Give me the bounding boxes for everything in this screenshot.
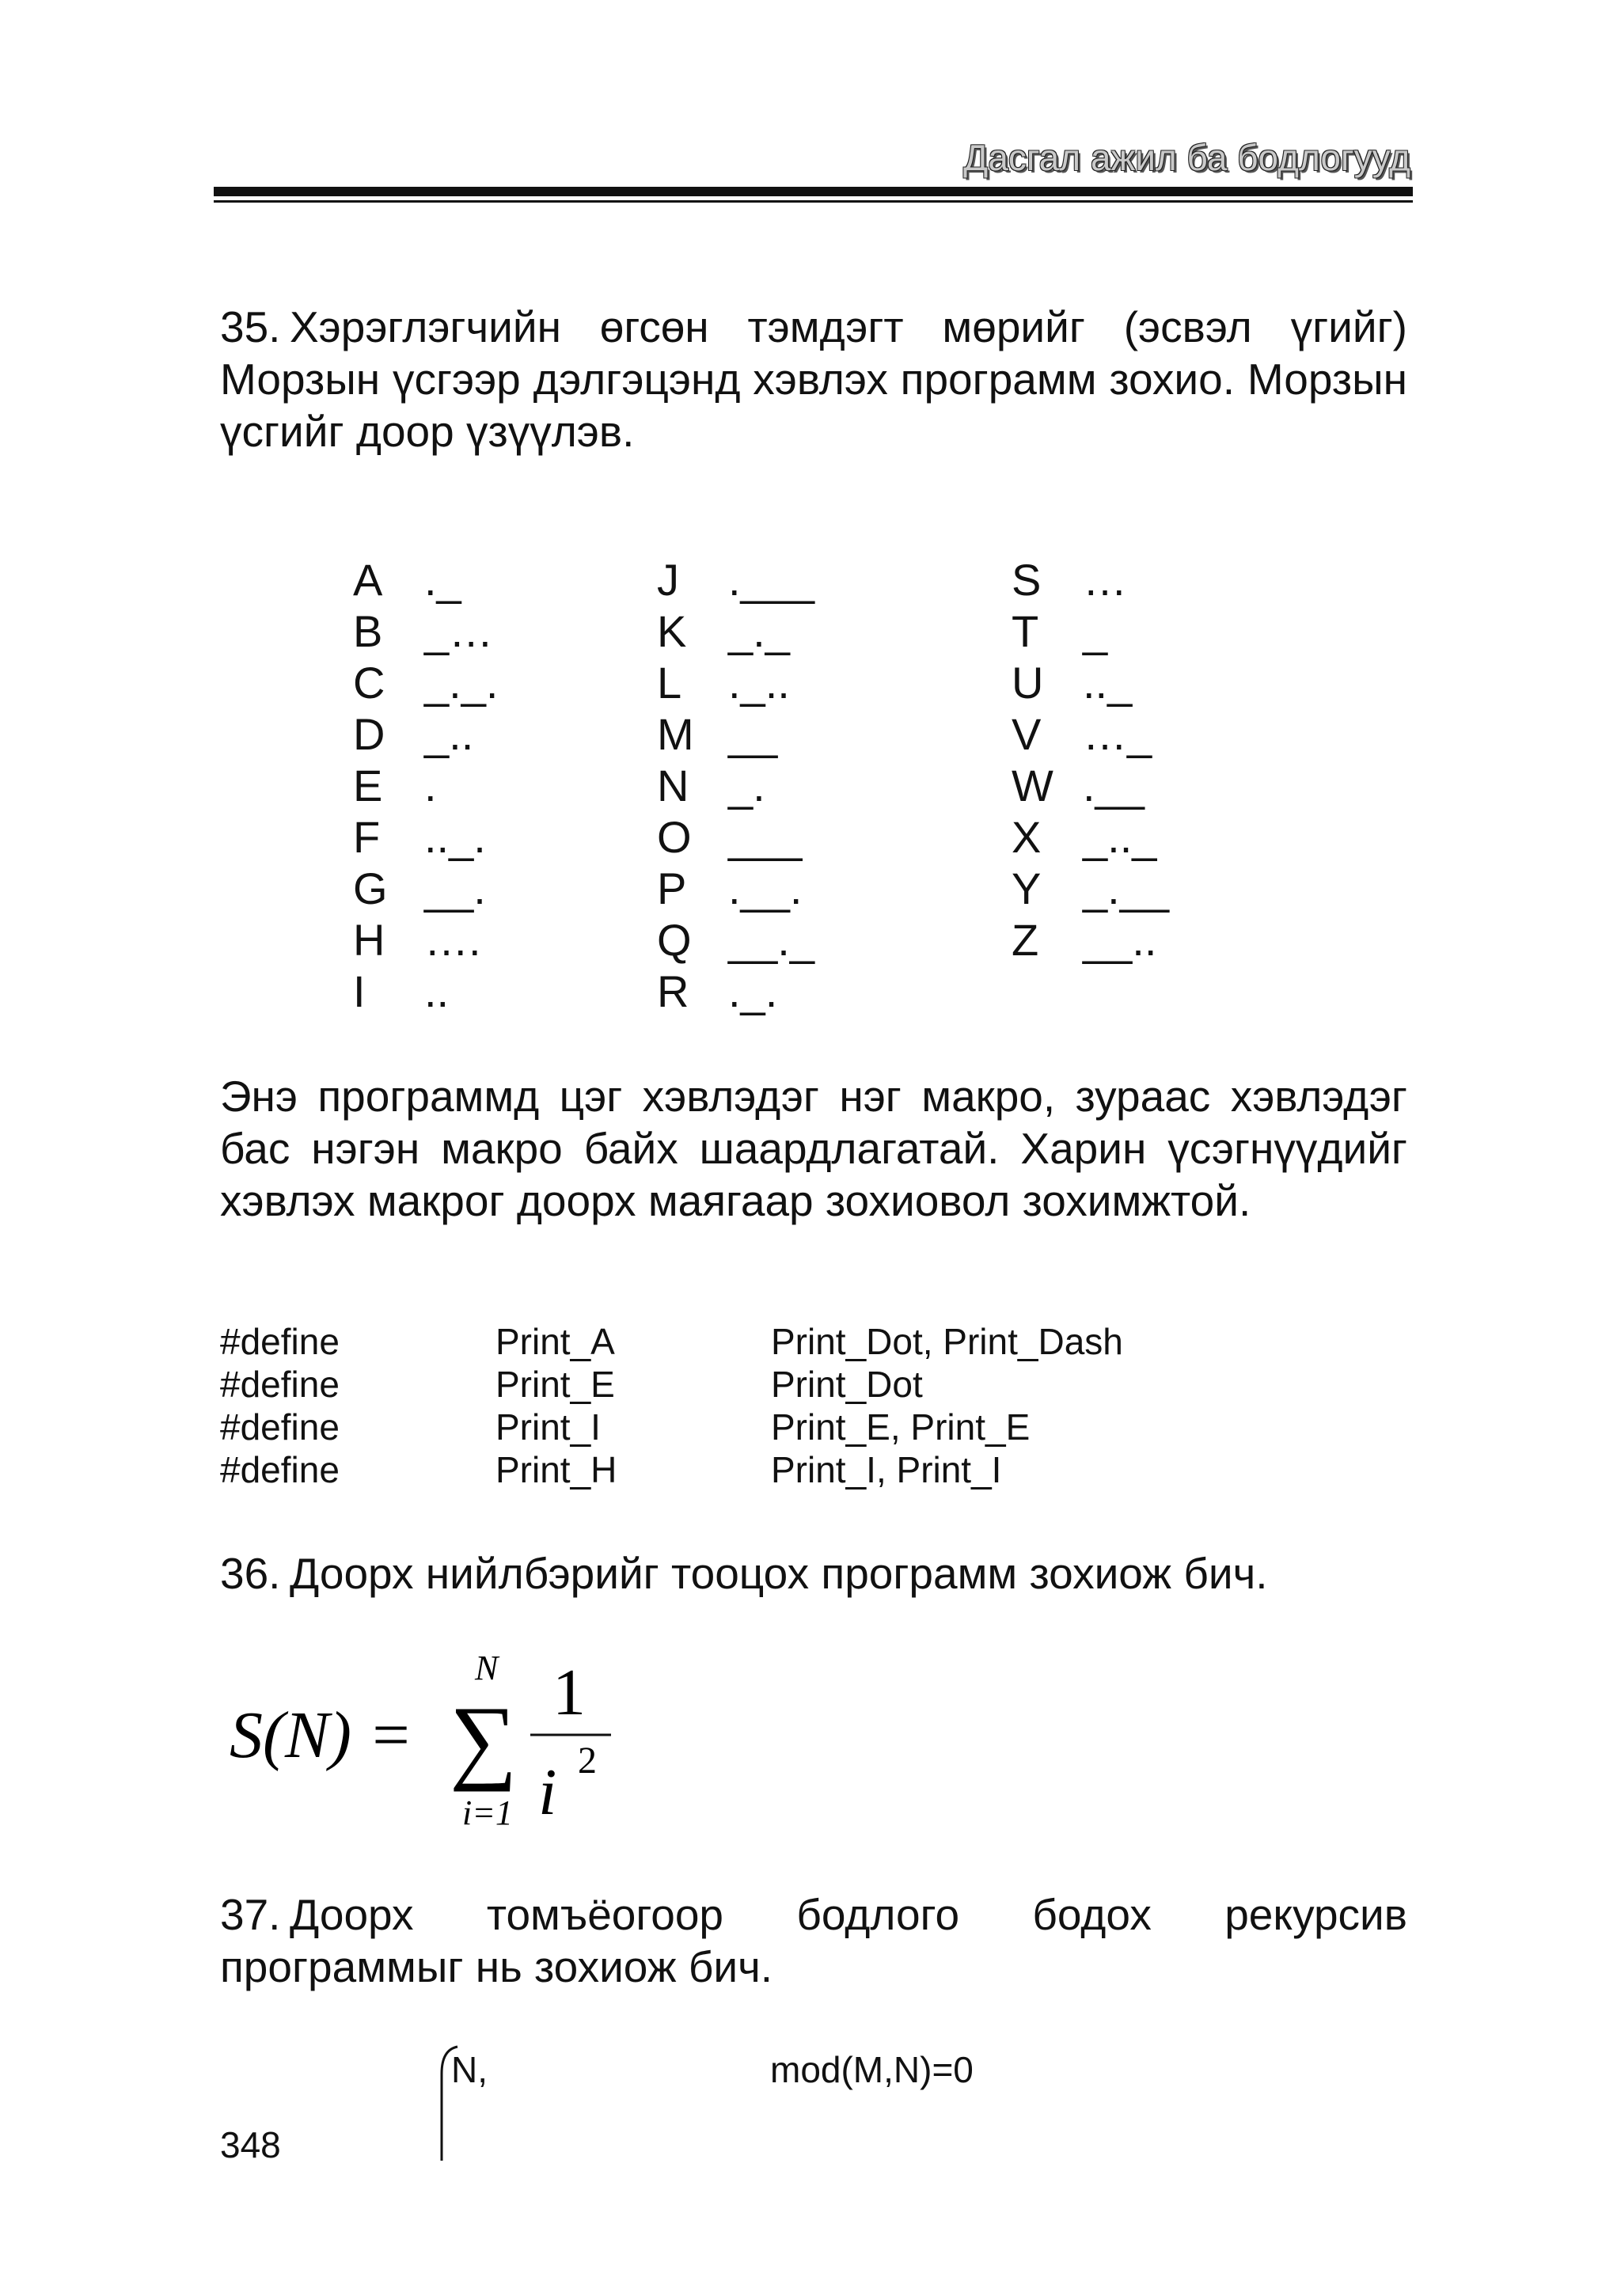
define-body: Print_I, Print_I bbox=[771, 1449, 1002, 1490]
morse-letter: N bbox=[657, 761, 689, 810]
morse-row bbox=[657, 554, 814, 605]
morse-code: … bbox=[1083, 555, 1127, 605]
formula-numerator: 1 bbox=[552, 1656, 586, 1729]
problem-35 bbox=[220, 301, 1407, 457]
problem-35-number: 35. bbox=[220, 302, 281, 351]
morse-code: __. bbox=[424, 863, 486, 913]
morse-row bbox=[1012, 657, 1169, 708]
morse-row bbox=[1012, 605, 1169, 657]
morse-code: ._. bbox=[728, 966, 778, 1016]
morse-row bbox=[657, 966, 814, 1017]
morse-code: __.. bbox=[1083, 915, 1157, 965]
piecewise-case-1-value: N, bbox=[451, 2049, 488, 2090]
morse-letter: D bbox=[353, 709, 385, 759]
morse-letter: I bbox=[353, 966, 366, 1016]
morse-row bbox=[1012, 760, 1169, 811]
morse-letter: X bbox=[1012, 812, 1042, 862]
define-code-block bbox=[220, 1320, 1123, 1491]
morse-row bbox=[657, 708, 814, 760]
morse-code: …_ bbox=[1083, 709, 1152, 759]
formula-denominator-base: i bbox=[538, 1755, 557, 1829]
morse-code: _ bbox=[1083, 606, 1108, 656]
define-line bbox=[220, 1448, 1123, 1491]
morse-code: .___ bbox=[728, 555, 814, 605]
problem-36-text: Доорх нийлбэрийг тооцох программ зохиож бич. bbox=[290, 1549, 1268, 1598]
morse-row bbox=[353, 554, 498, 605]
piecewise-case-1-condition: mod(M,N)=0 bbox=[770, 2049, 974, 2090]
morse-row bbox=[353, 811, 498, 863]
morse-row bbox=[1012, 708, 1169, 760]
problem-35-text: Хэрэглэгчийн өгсөн тэмдэгт мөрийг (эсвэл үгийг) Морзын үсгээр дэлгэцэнд хэвлэх программ зохио. Морзын үсгийг доор үзүүлэв. bbox=[220, 302, 1407, 456]
morse-code: .__. bbox=[728, 863, 803, 913]
morse-letter: M bbox=[657, 709, 694, 759]
morse-row bbox=[353, 708, 498, 760]
morse-row bbox=[657, 811, 814, 863]
define-kw: #define bbox=[220, 1449, 340, 1490]
morse-code: . bbox=[424, 761, 437, 810]
morse-letter: V bbox=[1012, 709, 1042, 759]
morse-column-1 bbox=[353, 554, 498, 1017]
morse-row bbox=[657, 863, 814, 914]
morse-code: _… bbox=[424, 606, 494, 656]
morse-row bbox=[353, 914, 498, 966]
morse-code: _. bbox=[728, 761, 765, 810]
macro-note: Энэ программд цэг хэвлэдэг нэг макро, зураас хэвлэдэг бас нэгэн макро байх шаардлагатай. Харин үсэгнүүдийг хэвлэх макрог доорх маягаар зохиовол зохимжтой. bbox=[220, 1072, 1407, 1225]
morse-column-3 bbox=[1012, 554, 1169, 966]
morse-column-2 bbox=[657, 554, 814, 1017]
formula-lhs: S(N) = bbox=[230, 1698, 413, 1772]
formula-lower-limit: i=1 bbox=[462, 1793, 513, 1832]
morse-code: _._ bbox=[728, 606, 790, 656]
morse-letter: W bbox=[1012, 761, 1053, 810]
header-rule-thick bbox=[214, 187, 1413, 196]
morse-code: ___ bbox=[728, 812, 803, 862]
morse-letter: P bbox=[657, 863, 687, 913]
morse-row bbox=[657, 760, 814, 811]
morse-letter: R bbox=[657, 966, 689, 1016]
morse-code: _.._ bbox=[1083, 812, 1157, 862]
piecewise-formula bbox=[434, 2042, 1146, 2169]
formula-denominator-exponent: 2 bbox=[578, 1740, 597, 1782]
morse-letter: L bbox=[657, 658, 682, 708]
morse-row bbox=[657, 657, 814, 708]
define-name: Print_A bbox=[495, 1321, 615, 1362]
morse-row bbox=[657, 605, 814, 657]
morse-letter: G bbox=[353, 863, 388, 913]
morse-code: ._.. bbox=[728, 658, 790, 708]
define-kw: #define bbox=[220, 1406, 340, 1448]
morse-code: …. bbox=[424, 915, 481, 965]
morse-letter: U bbox=[1012, 658, 1044, 708]
morse-letter: Q bbox=[657, 915, 692, 965]
morse-row bbox=[1012, 914, 1169, 966]
morse-code: __ bbox=[728, 709, 778, 759]
morse-row bbox=[353, 605, 498, 657]
morse-code: .._. bbox=[424, 812, 486, 862]
define-name: Print_I bbox=[495, 1406, 601, 1448]
morse-letter: C bbox=[353, 658, 385, 708]
morse-letter: Z bbox=[1012, 915, 1039, 965]
morse-letter: F bbox=[353, 812, 381, 862]
morse-row bbox=[1012, 554, 1169, 605]
formula-upper-limit: N bbox=[475, 1649, 499, 1687]
morse-letter: K bbox=[657, 606, 687, 656]
morse-row bbox=[353, 657, 498, 708]
define-line bbox=[220, 1406, 1123, 1448]
running-header: Дасгал ажил ба бодлогууд bbox=[963, 137, 1410, 178]
morse-row bbox=[657, 914, 814, 966]
define-kw: #define bbox=[220, 1321, 340, 1362]
define-kw: #define bbox=[220, 1364, 340, 1405]
morse-letter: T bbox=[1012, 606, 1039, 656]
problem-37-number: 37. bbox=[220, 1890, 281, 1939]
morse-code: _.. bbox=[424, 709, 474, 759]
morse-row bbox=[353, 966, 498, 1017]
morse-letter: O bbox=[657, 812, 692, 862]
problem-36 bbox=[220, 1547, 1407, 1600]
morse-code: __._ bbox=[728, 915, 814, 965]
define-body: Print_Dot bbox=[771, 1364, 923, 1405]
header-rule-thin bbox=[214, 200, 1413, 203]
morse-code: _._. bbox=[424, 658, 499, 708]
morse-letter: Y bbox=[1012, 863, 1042, 913]
define-name: Print_E bbox=[495, 1364, 615, 1405]
problem-37-text: Доорх томъёогоор бодлого бодох рекурсив программыг нь зохиож бич. bbox=[220, 1890, 1407, 1991]
morse-letter: E bbox=[353, 761, 383, 810]
morse-code: ._ bbox=[424, 555, 461, 605]
define-body: Print_Dot, Print_Dash bbox=[771, 1321, 1123, 1362]
morse-letter: A bbox=[353, 555, 383, 605]
sum-formula bbox=[220, 1638, 663, 1836]
define-name: Print_H bbox=[495, 1449, 617, 1490]
morse-code: _.__ bbox=[1083, 863, 1169, 913]
morse-code: .__ bbox=[1083, 761, 1145, 810]
morse-row bbox=[1012, 811, 1169, 863]
morse-letter: S bbox=[1012, 555, 1042, 605]
formula-sigma: ∑ bbox=[450, 1687, 518, 1792]
morse-letter: H bbox=[353, 915, 385, 965]
define-line bbox=[220, 1320, 1123, 1363]
morse-row bbox=[1012, 863, 1169, 914]
define-line bbox=[220, 1363, 1123, 1406]
morse-code: .._ bbox=[1083, 658, 1133, 708]
morse-row bbox=[353, 863, 498, 914]
morse-letter: J bbox=[657, 555, 679, 605]
problem-36-number: 36. bbox=[220, 1549, 281, 1598]
problem-37 bbox=[220, 1888, 1407, 1993]
define-body: Print_E, Print_E bbox=[771, 1406, 1031, 1448]
morse-letter: B bbox=[353, 606, 383, 656]
morse-code: .. bbox=[424, 966, 450, 1016]
morse-row bbox=[353, 760, 498, 811]
page-number: 348 bbox=[220, 2124, 281, 2165]
